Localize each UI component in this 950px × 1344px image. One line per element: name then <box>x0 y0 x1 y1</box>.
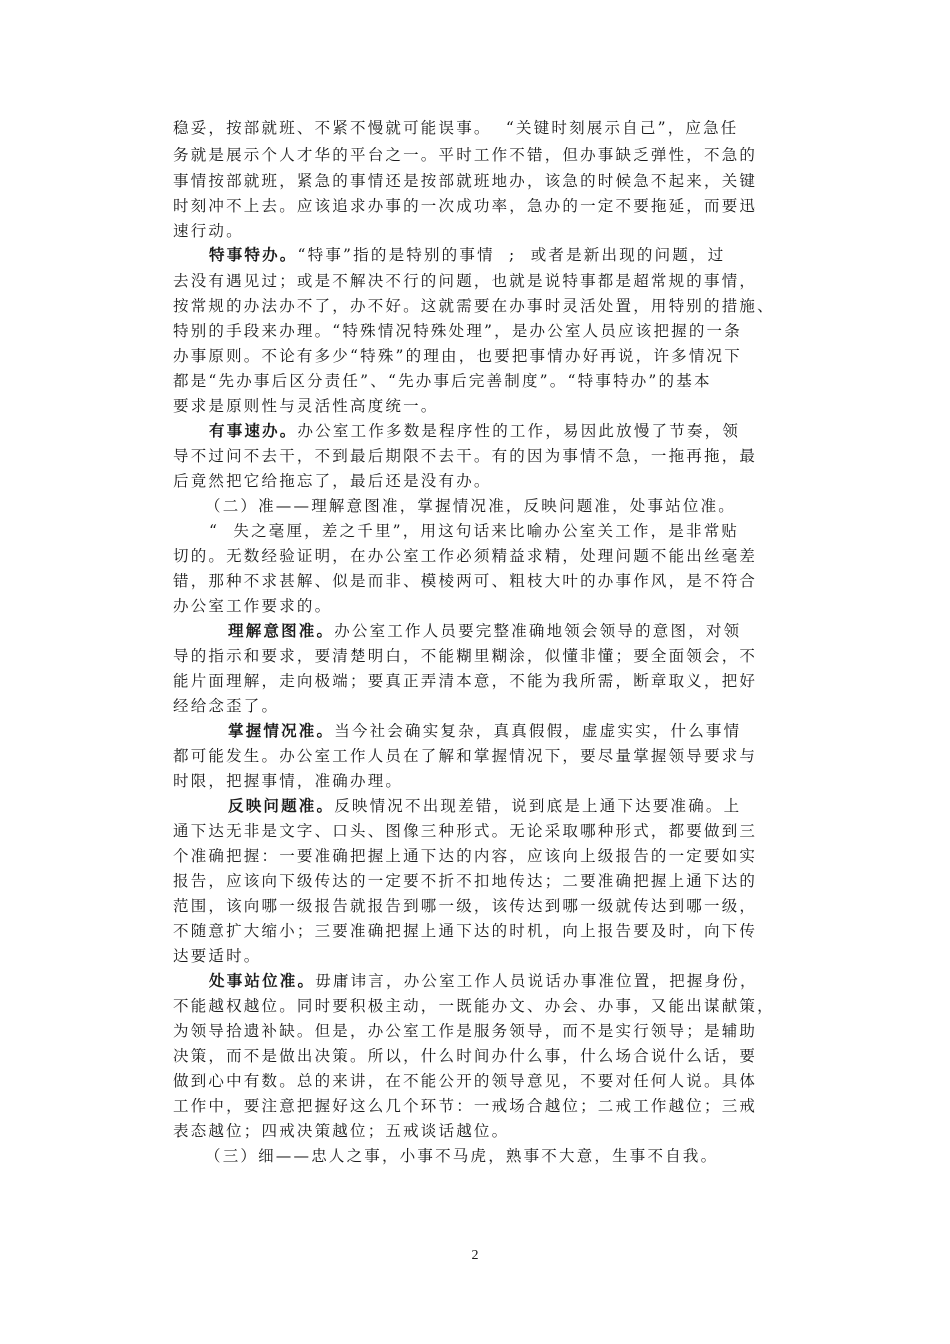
text-run: 当今社会确实复杂，真真假假，虚虚实实，什么事情 <box>334 722 742 740</box>
text-line: 通下达无非是文字、口头、图像三种形式。无论采取哪种形式，都要做到三 <box>173 822 758 840</box>
text-line: 达要适时。 <box>173 947 262 965</box>
text-line: 个准确把握：一要准确把握上通下达的内容，应该向上级报告的一定要如实 <box>173 847 758 865</box>
section-heading: （二）准——理解意图准，掌握情况准，反映问题准，处事站位准。 <box>205 497 737 515</box>
bold-heading: 特事特办。 <box>209 245 298 264</box>
text-line: 做到心中有数。总的来讲，在不能公开的领导意见，不要对任何人说。具体 <box>173 1072 758 1090</box>
text-line: 决策，而不是做出决策。所以，什么时间办什么事，什么场合说什么话，要 <box>173 1047 758 1065</box>
text-line: 稳妥，按部就班、不紧不慢就可能误事。 “关键时刻展示自己”，应急任 <box>173 119 739 137</box>
page-number: 2 <box>471 1248 479 1263</box>
text-line: 为领导拾遗补缺。但是，办公室工作是服务领导，而不是实行领导；是辅助 <box>173 1022 758 1040</box>
text-line: 后竟然把它给拖忘了，最后还是没有办。 <box>173 472 492 490</box>
text-run: 办公室工作人员要完整准确地领会领导的意图，对领 <box>334 622 742 640</box>
text-run: “特事”指的是特别的事情 ; 或者是新出现的问题，过 <box>297 246 726 264</box>
text-line: 导的指示和要求，要清楚明白，不能糊里糊涂，似懂非懂；要全面领会，不 <box>173 647 758 665</box>
text-line: 不能越权越位。同时要积极主动，一既能办文、办会、办事，又能出谋献策， <box>173 997 775 1015</box>
text-line: 都可能发生。办公室工作人员在了解和掌握情况下，要尽量掌握领导要求与 <box>173 747 758 765</box>
text-run: 反映情况不出现差错，说到底是上通下达要准确。上 <box>334 797 742 815</box>
text-line: 能片面理解，走向极端；要真正弄清本意，不能为我所需，断章取义，把好 <box>173 672 758 690</box>
text-line: “ 失之毫厘，差之千里”，用这句话来比喻办公室关工作，是非常贴 <box>209 522 740 540</box>
text-line: 错，那种不求甚解、似是而非、模棱两可、粗枝大叶的办事作风，是不符合 <box>173 572 758 590</box>
section-heading: （三）细——忠人之事，小事不马虎，熟事不大意，生事不自我。 <box>205 1147 719 1165</box>
text-line: 事情按部就班，紧急的事情还是按部就班地办，该急的时候急不起来，关键 <box>173 172 758 190</box>
text-line: 特别的手段来办理。“特殊情况特殊处理”，是办公室人员应该把握的一条 <box>173 322 742 340</box>
text-run: 办公室工作多数是程序性的工作，易因此放慢了节奏，领 <box>297 422 741 440</box>
text-line: 都是“先办事后区分责任”、“先办事后完善制度”。“特事特办”的基本 <box>173 372 712 390</box>
text-line: 速行动。 <box>173 222 244 240</box>
bold-heading: 理解意图准。 <box>228 621 335 640</box>
text-line: 工作中，要注意把握好这么几个环节：一戒场合越位；二戒工作越位；三戒 <box>173 1097 758 1115</box>
text-line: 办事原则。不论有多少“特殊”的理由，也要把事情办好再说，许多情况下 <box>173 347 742 365</box>
text-line: 按常规的办法办不了，办不好。这就需要在办事时灵活处置，用特别的措施、 <box>173 297 775 315</box>
paragraph-heading-line <box>209 971 849 991</box>
paragraph-heading-line <box>228 721 868 741</box>
text-run: 毋庸讳言，办公室工作人员说话办事准位置，把握身份， <box>315 972 758 990</box>
bold-heading: 反映问题准。 <box>228 796 335 815</box>
text-line: 经给念歪了。 <box>173 697 280 715</box>
text-line: 务就是展示个人才华的平台之一。平时工作不错，但办事缺乏弹性，不急的 <box>173 146 758 164</box>
paragraph-heading-line <box>228 621 868 641</box>
paragraph-heading-line <box>228 796 868 816</box>
paragraph-heading-line <box>209 421 849 441</box>
text-line: 范围，该向哪一级报告就报告到哪一级，该传达到哪一级就传达到哪一级， <box>173 897 758 915</box>
text-line: 表态越位；四戒决策越位；五戒谈话越位。 <box>173 1122 510 1140</box>
text-line: 要求是原则性与灵活性高度统一。 <box>173 397 439 415</box>
bold-heading: 有事速办。 <box>209 421 298 440</box>
text-line: 去没有遇见过；或是不解决不行的问题，也就是说特事都是超常规的事情， <box>173 272 758 290</box>
text-line: 时限，把握事情，准确办理。 <box>173 772 404 790</box>
text-line: 办公室工作要求的。 <box>173 597 333 615</box>
paragraph-heading-line <box>209 245 849 265</box>
text-line: 切的。无数经验证明，在办公室工作必须精益求精，处理问题不能出丝毫差 <box>173 547 758 565</box>
text-line: 时刻冲不上去。应该追求办事的一次成功率，急办的一定不要拖延，而要迅 <box>173 197 758 215</box>
text-line: 报告，应该向下级传达的一定要不折不扣地传达；二要准确把握上通下达的 <box>173 872 758 890</box>
bold-heading: 处事站位准。 <box>209 971 316 990</box>
text-line: 不随意扩大缩小；三要准确把握上通下达的时机，向上报告要及时，向下传 <box>173 922 758 940</box>
text-line: 导不过问不去干，不到最后期限不去干。有的因为事情不急，一拖再拖，最 <box>173 447 758 465</box>
bold-heading: 掌握情况准。 <box>228 721 335 740</box>
